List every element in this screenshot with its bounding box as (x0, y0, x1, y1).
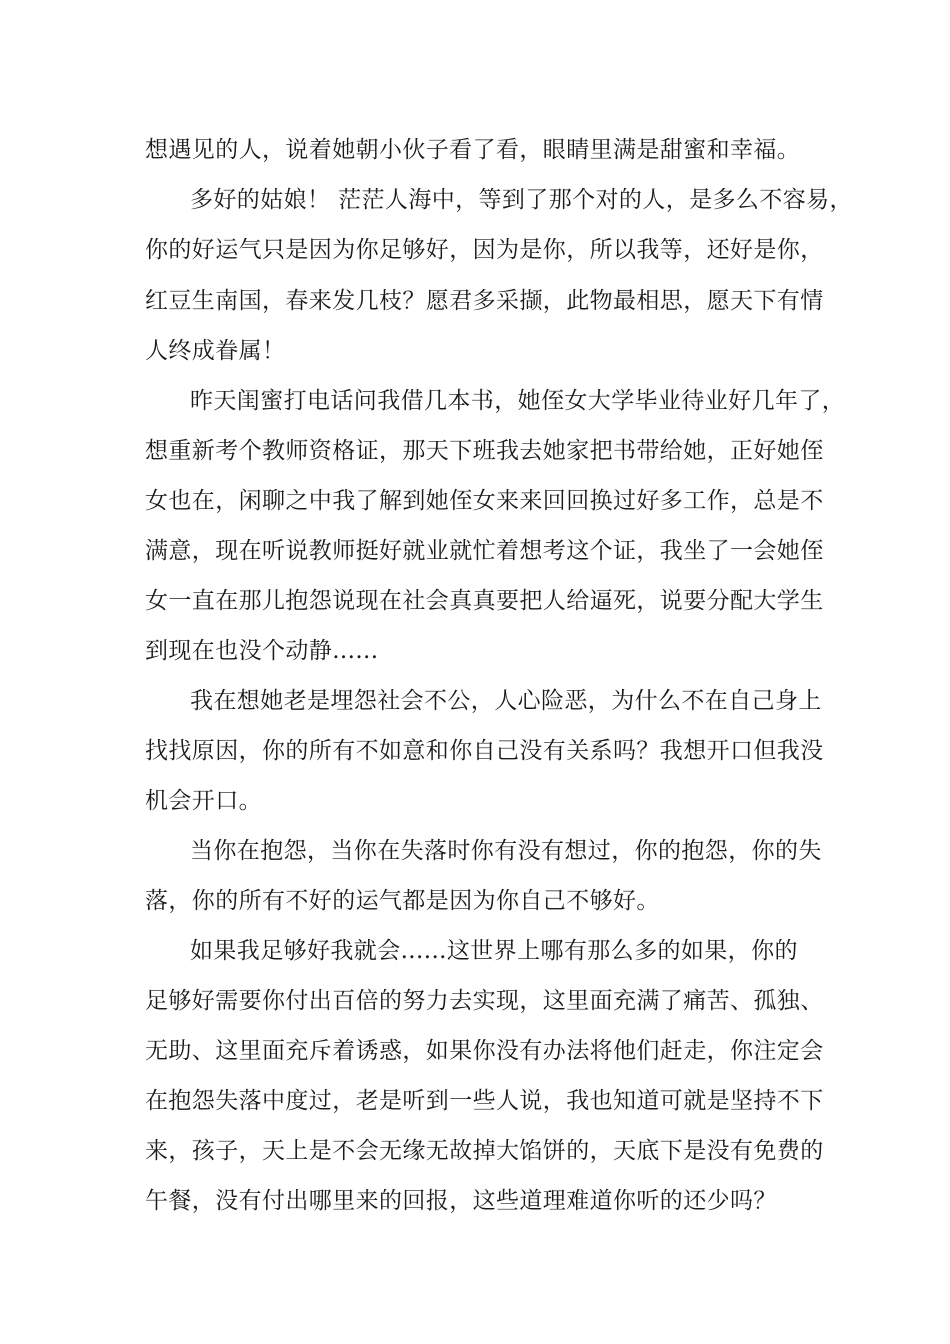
text-line: 女一直在那儿抱怨说现在社会真真要把人给逼死，说要分配大学生 (145, 588, 824, 614)
paragraph-start-line: 我在想她老是埋怨社会不公，人心险恶，为什么不在自己身上 (190, 688, 822, 714)
text-line: 满意，现在听说教师挺好就业就忙着想考这个证，我坐了一会她侄 (145, 538, 824, 564)
text-line: 无助、这里面充斥着诱惑，如果你没有办法将他们赶走，你注定会 (145, 1038, 824, 1064)
text-line: 红豆生南国，春来发几枝？愿君多采撷，此物最相思，愿天下有情 (145, 288, 824, 314)
text-line: 落，你的所有不好的运气都是因为你自己不够好。 (145, 888, 660, 914)
text-line: 足够好需要你付出百倍的努力去实现，这里面充满了痛苦、孤独、 (145, 988, 824, 1014)
text-line: 女也在，闲聊之中我了解到她侄女来来回回换过好多工作，总是不 (145, 488, 824, 514)
text-line: 人终成眷属！ (145, 338, 286, 364)
text-line: 想遇见的人，说着她朝小伙子看了看，眼睛里满是甜蜜和幸福。 (145, 137, 801, 163)
paragraph-start-line: 如果我足够好我就会......这世界上哪有那么多的如果，你的 (190, 938, 798, 964)
paragraph-start-line: 当你在抱怨，当你在失落时你有没有想过，你的抱怨，你的失 (190, 838, 822, 864)
text-line: 到现在也没个动静...... (145, 638, 379, 664)
paragraph-start-line: 多好的姑娘！ 茫茫人海中，等到了那个对的人，是多么不容易， (190, 187, 853, 213)
text-line: 机会开口。 (145, 788, 262, 814)
text-line: 想重新考个教师资格证，那天下班我去她家把书带给她，正好她侄 (145, 438, 824, 464)
text-line: 午餐，没有付出哪里来的回报，这些道理难道你听的还少吗？ (145, 1188, 777, 1214)
paragraph-start-line: 昨天闺蜜打电话问我借几本书，她侄女大学毕业待业好几年了， (190, 388, 846, 414)
text-line: 你的好运气只是因为你足够好，因为是你，所以我等，还好是你， (145, 237, 824, 263)
text-line: 找找原因，你的所有不如意和你自己没有关系吗？我想开口但我没 (145, 738, 824, 764)
text-line: 在抱怨失落中度过，老是听到一些人说，我也知道可就是坚持不下 (145, 1088, 824, 1114)
text-line: 来，孩子，天上是不会无缘无故掉大馅饼的，天底下是没有免费的 (145, 1138, 824, 1164)
